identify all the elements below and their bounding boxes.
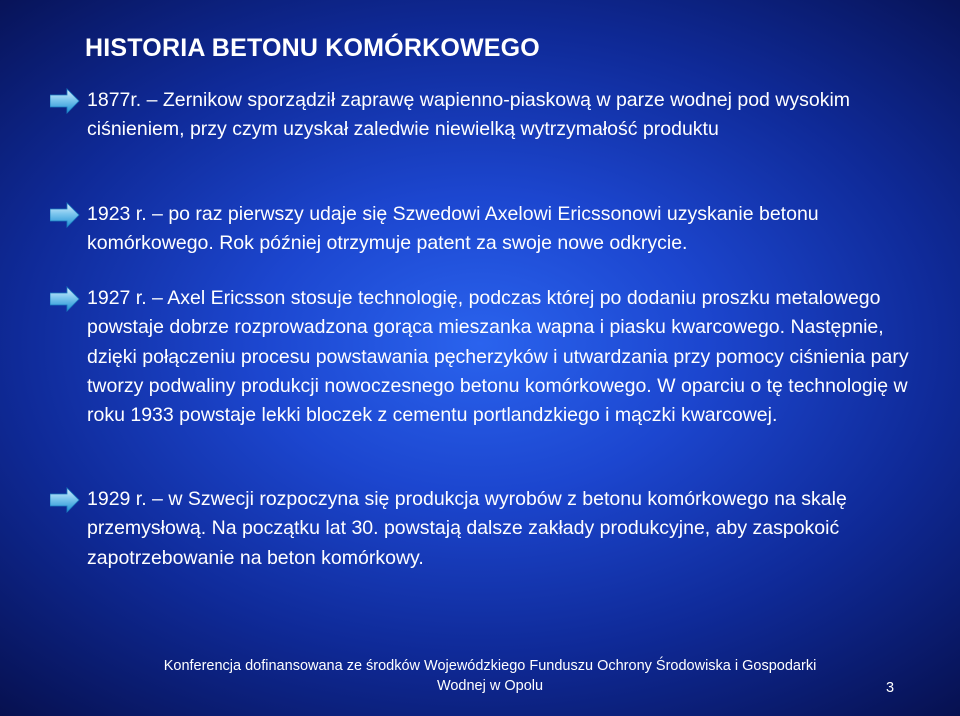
arrow-right-icon [50, 88, 80, 114]
footer [0, 656, 960, 696]
arrow-right-icon [50, 286, 80, 312]
slide-title: HISTORIA BETONU KOMÓRKOWEGO [85, 34, 540, 62]
footer-line-1: Konferencja dofinansowana ze środków Wojewódzkiego Funduszu Ochrony Środowiska i Gospodarki [163, 658, 817, 674]
list-item-text: 1877r. – Zernikow sporządził zaprawę wapienno-piaskową w parze wodnej pod wysokim ciśnieniem, przy czym uzyskał zaledwie niewielką wytrzymałość produktu [87, 89, 851, 141]
list-item-text: 1929 r. – w Szwecji rozpoczyna się produkcja wyrobów z betonu komórkowego na skalę przemysłową. Na początku lat 30. powstają dalsze zakłady produkcyjne, aby zaspokoić zapotrzebowanie na beton komórkowy. [87, 488, 847, 569]
footer-line-2: Wodnej w Opolu [436, 678, 544, 694]
list-item-text: 1923 r. – po raz pierwszy udaje się Szwedowi Axelowi Ericssonowi uzyskanie betonu komórkowego. Rok później otrzymuje patent za swoje nowe odkrycie. [87, 203, 819, 255]
page-number: 3 [886, 680, 895, 696]
list-item-text: 1927 r. – Axel Ericsson stosuje technologię, podczas której po dodaniu proszku metalowego powstaje dobrze rozprowadzona gorąca mieszanka wapna i piasku kwarcowego. Następnie, dzięki połączeniu procesu powstawania pęcherzyków i utwardzania przy pomocy ciśnienia pary tworzy podwaliny produkcji nowoczesnego betonu komórkowego. W oparciu o tę technologię w roku 1933 powstaje lekki bloczek z cementu portlandzkiego i mączki kwarcowej. [87, 287, 909, 427]
arrow-right-icon [50, 202, 80, 228]
arrow-right-icon [50, 487, 80, 513]
